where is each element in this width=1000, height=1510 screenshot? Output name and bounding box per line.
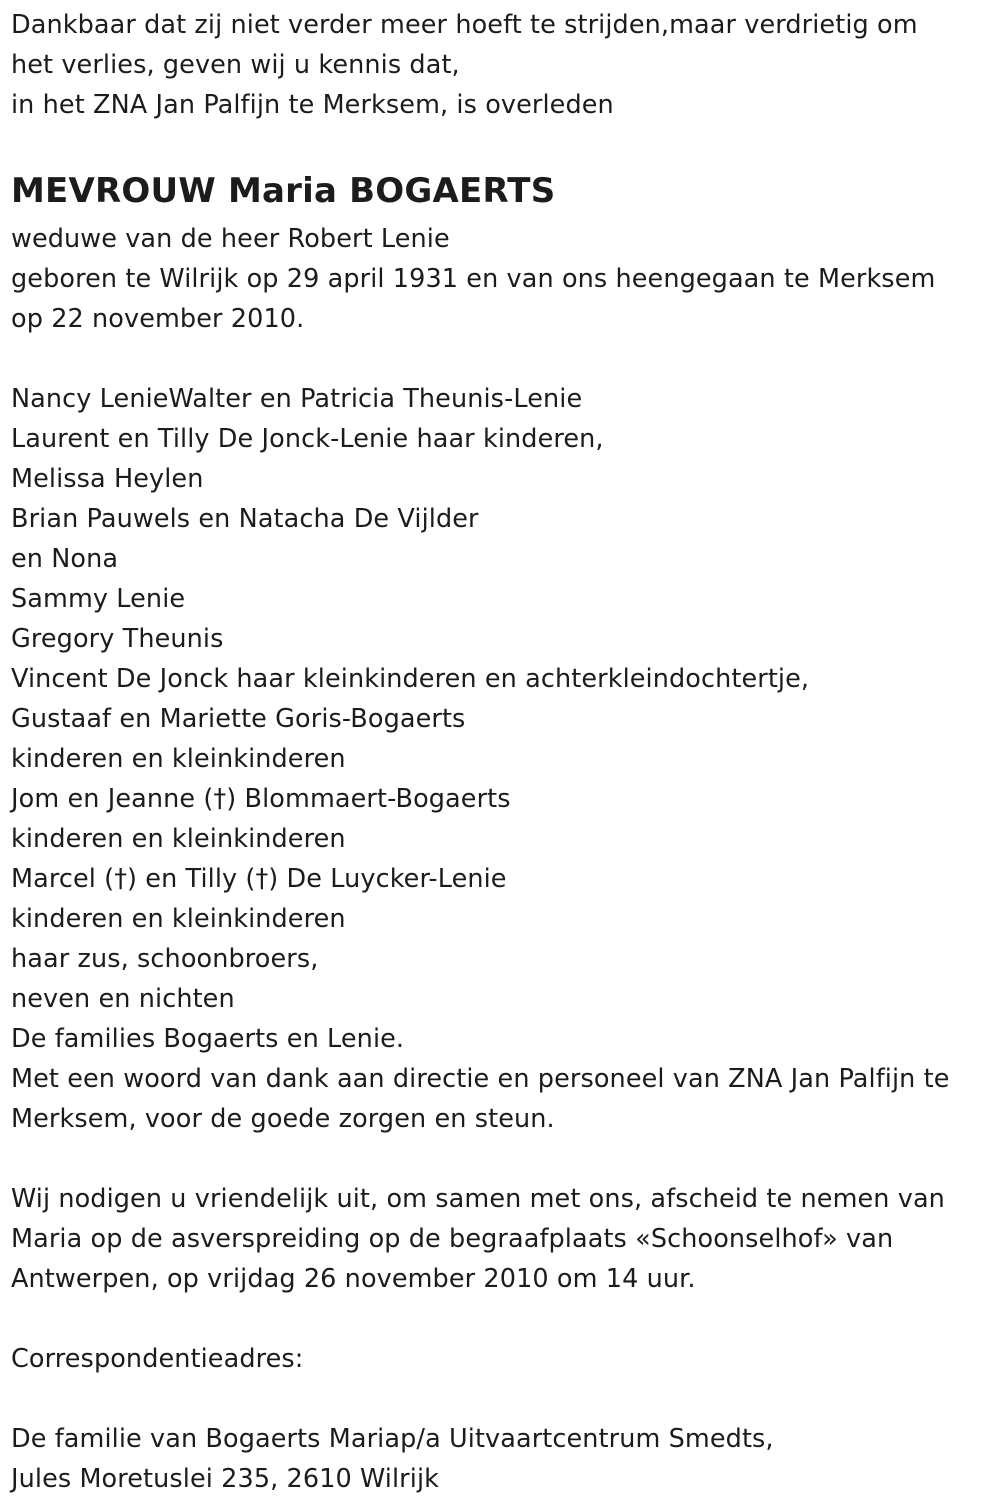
- family-line: kinderen en kleinkinderen: [11, 744, 346, 774]
- address-line: Jules Moretuslei 235, 2610 Wilrijk: [11, 1464, 439, 1494]
- family-line: Gregory Theunis: [11, 624, 224, 654]
- spacer: [11, 339, 991, 379]
- intro-line: Dankbaar dat zij niet verder meer hoeft te strijden,maar verdrietig om: [11, 10, 918, 40]
- family-line: Brian Pauwels en Natacha De Vijlder: [11, 504, 479, 534]
- family-line: kinderen en kleinkinderen: [11, 904, 346, 934]
- address-line: De familie van Bogaerts Mariap/a Uitvaartcentrum Smedts,: [11, 1424, 774, 1454]
- family-line: Laurent en Tilly De Jonck-Lenie haar kinderen,: [11, 424, 604, 454]
- invitation-line: Maria op de asverspreiding op de begraafplaats «Schoonselhof» van: [11, 1224, 894, 1254]
- spacer: [11, 1299, 991, 1339]
- invitation-line: Antwerpen, op vrijdag 26 november 2010 om 14 uur.: [11, 1264, 696, 1294]
- family-line: De families Bogaerts en Lenie.: [11, 1024, 405, 1054]
- family-line: Sammy Lenie: [11, 584, 186, 614]
- family-line: Vincent De Jonck haar kleinkinderen en achterkleindochtertje,: [11, 664, 810, 694]
- family-line: Jom en Jeanne (†) Blommaert-Bogaerts: [11, 784, 511, 814]
- family-line: Nancy LenieWalter en Patricia Theunis-Lenie: [11, 384, 583, 414]
- biography-paragraph: [11, 219, 991, 339]
- correspondence-address: [11, 1419, 991, 1499]
- biography-line: weduwe van de heer Robert Lenie: [11, 224, 450, 254]
- family-line: kinderen en kleinkinderen: [11, 824, 346, 854]
- biography-line: op 22 november 2010.: [11, 304, 305, 334]
- intro-line: het verlies, geven wij u kennis dat,: [11, 50, 460, 80]
- obituary-notice: [11, 0, 991, 1499]
- spacer: [11, 1139, 991, 1179]
- family-line: neven en nichten: [11, 984, 235, 1014]
- deceased-name-heading: MEVROUW Maria BOGAERTS: [11, 171, 556, 211]
- spacer: [11, 1379, 991, 1419]
- correspondence-label: Correspondentieadres:: [11, 1344, 304, 1374]
- family-line: Marcel (†) en Tilly (†) De Luycker-Lenie: [11, 864, 507, 894]
- family-line: en Nona: [11, 544, 119, 574]
- biography-line: geboren te Wilrijk op 29 april 1931 en van ons heengegaan te Merksem: [11, 264, 936, 294]
- intro-paragraph: [11, 5, 991, 125]
- family-line: Melissa Heylen: [11, 464, 204, 494]
- family-line: Gustaaf en Mariette Goris-Bogaerts: [11, 704, 466, 734]
- intro-line: in het ZNA Jan Palfijn te Merksem, is overleden: [11, 90, 614, 120]
- family-line: Merksem, voor de goede zorgen en steun.: [11, 1104, 555, 1134]
- family-line: Met een woord van dank aan directie en personeel van ZNA Jan Palfijn te: [11, 1064, 950, 1094]
- family-line: haar zus, schoonbroers,: [11, 944, 319, 974]
- invitation-paragraph: [11, 1179, 991, 1299]
- family-list: [11, 379, 991, 1139]
- invitation-line: Wij nodigen u vriendelijk uit, om samen met ons, afscheid te nemen van: [11, 1184, 945, 1214]
